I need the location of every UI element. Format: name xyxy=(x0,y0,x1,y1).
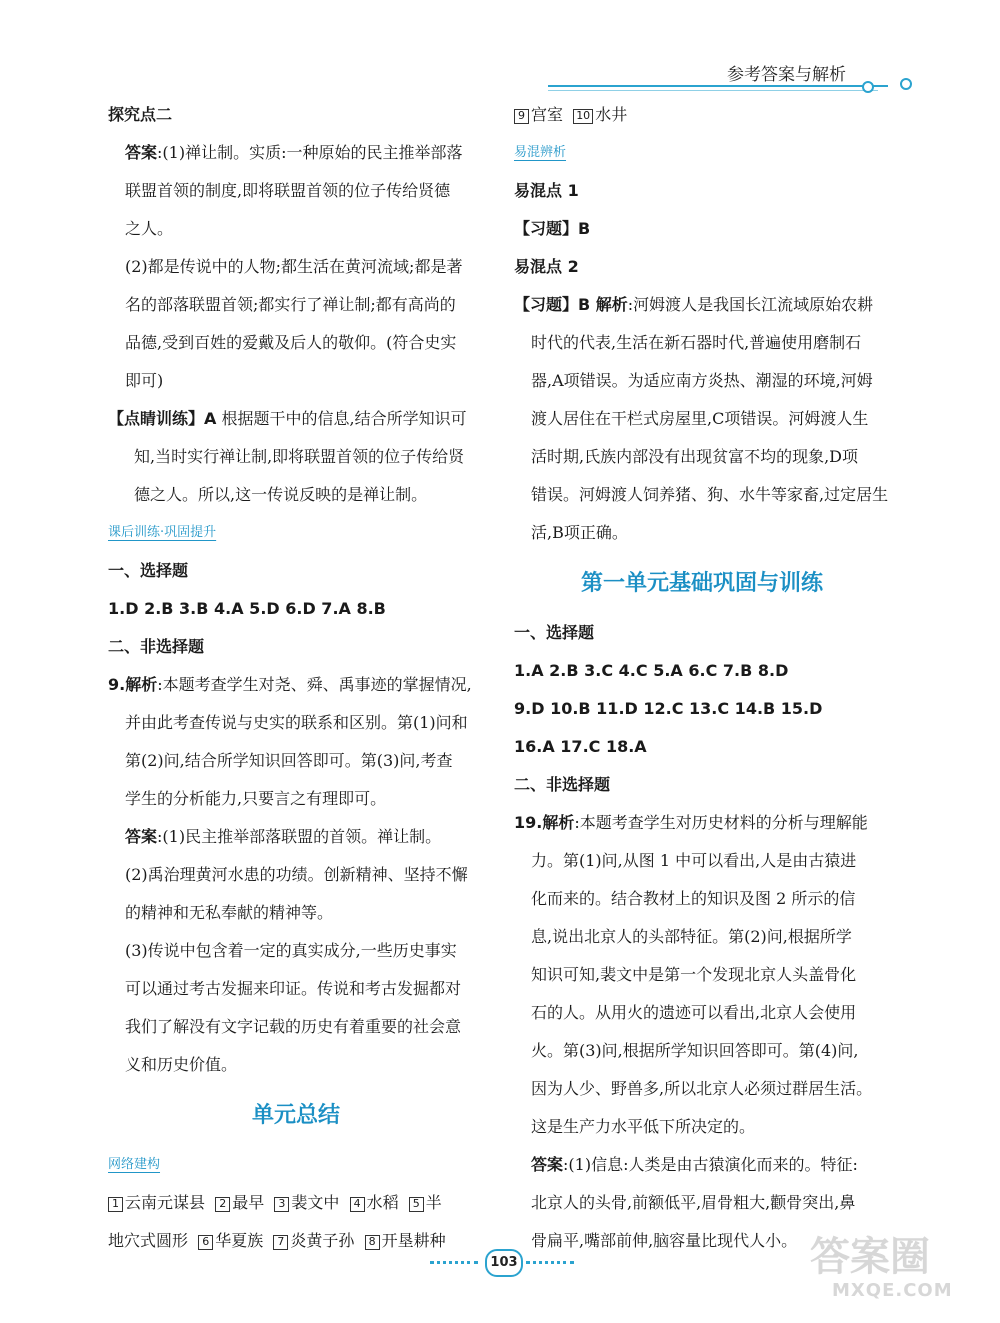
section-tag: 易混辨析 xyxy=(514,145,567,160)
paragraph-line: 息,说出北京人的头部特征。第(2)问,根据所学 xyxy=(531,927,852,946)
network-item xyxy=(215,1193,264,1212)
paragraph-line: 活时期,氏族内部没有出现贫富不均的现象,D项 xyxy=(531,447,859,466)
answer-row: 1.A 2.B 3.C 4.C 5.A 6.C 7.B 8.D xyxy=(514,661,789,680)
item-text: 宫室 xyxy=(531,105,564,124)
answer-label: 答案 xyxy=(125,827,158,846)
paragraph-line: 骨扁平,嘴部前伸,脑容量比现代人小。 xyxy=(531,1231,798,1250)
line-text: :本题考查学生对尧、舜、禹事迹的掌握情况, xyxy=(157,675,472,694)
paragraph-line: 并由此考查传说与史实的联系和区别。第(1)问和 xyxy=(125,713,468,732)
analysis-label: 19.解析 xyxy=(514,813,575,832)
section-heading: 一、选择题 xyxy=(108,561,189,580)
paragraph-line xyxy=(108,666,484,704)
answer-row: 1.D 2.B 3.B 4.A 5.D 6.D 7.A 8.B xyxy=(108,599,386,618)
line-text: :本题考查学生对历史材料的分析与理解能 xyxy=(574,813,868,832)
paragraph-line xyxy=(108,818,484,856)
paragraph-line: 义和历史价值。 xyxy=(125,1055,238,1074)
section-heading: 一、选择题 xyxy=(514,623,595,642)
line-text: :(1)信息:人类是由古猿演化而来的。特征: xyxy=(563,1155,858,1174)
network-item xyxy=(573,105,627,124)
exercise-label: 【习题】B xyxy=(514,295,591,314)
section-heading: 易混点 2 xyxy=(514,257,579,276)
unit-summary-title: 单元总结 xyxy=(251,1102,340,1128)
item-text: 开垦耕种 xyxy=(381,1231,446,1250)
network-row xyxy=(108,1184,484,1222)
paragraph-line: 错误。河姆渡人饲养猪、狗、水牛等家畜,过定居生 xyxy=(531,485,889,504)
line-text: 根据题干中的信息,结合所学知识可 xyxy=(216,409,467,428)
paragraph-line: 可以通过考古发掘来印证。传说和考古发掘都对 xyxy=(125,979,462,998)
line-text: :河姆渡人是我国长江流域原始农耕 xyxy=(627,295,874,314)
paragraph-line: (3)传说中包含着一定的真实成分,一些历史事实 xyxy=(125,941,457,960)
paragraph-line xyxy=(514,1146,890,1184)
paragraph-line: 火。第(3)问,根据所学知识回答即可。第(4)问, xyxy=(531,1041,859,1060)
item-text: 半 xyxy=(425,1193,442,1212)
paragraph-line: 联盟首领的制度,即将联盟首领的位子传给贤德 xyxy=(125,181,451,200)
item-number: 9 xyxy=(514,109,529,124)
analysis-label: 解析 xyxy=(590,295,628,314)
item-text: 云南元谋县 xyxy=(125,1193,206,1212)
network-item xyxy=(409,1193,442,1212)
watermark-site: MXQE.COM xyxy=(832,1280,953,1301)
paragraph-line: (2)都是传说中的人物;都生活在黄河流域;都是著 xyxy=(125,257,463,276)
item-text: 最早 xyxy=(232,1193,265,1212)
paragraph-line xyxy=(514,804,890,842)
item-text: 华夏族 xyxy=(215,1231,264,1250)
network-item xyxy=(108,1193,205,1212)
item-number: 8 xyxy=(365,1235,380,1250)
paragraph-line: 学生的分析能力,只要言之有理即可。 xyxy=(125,789,387,808)
header-title: 参考答案与解析 xyxy=(727,65,846,85)
paragraph-line: 渡人居住在干栏式房屋里,C项错误。河姆渡人生 xyxy=(531,409,869,428)
paragraph-line: 石的人。从用火的遗迹可以看出,北京人会使用 xyxy=(531,1003,857,1022)
section-tag: 课后训练·巩固提升 xyxy=(108,525,217,540)
paragraph-line: 活,B项正确。 xyxy=(531,523,628,542)
paragraph-line: 知识可知,裴文中是第一个发现北京人头盖骨化 xyxy=(531,965,857,984)
page-footer xyxy=(430,1247,580,1277)
left-column xyxy=(108,96,484,1260)
paragraph-line: 第(2)问,结合所学知识回答即可。第(3)问,考查 xyxy=(125,751,453,770)
paragraph-line: 化而来的。结合教材上的知识及图 2 所示的信 xyxy=(531,889,856,908)
footer-dots xyxy=(526,1261,574,1264)
paragraph-line: 之人。 xyxy=(125,219,174,238)
paragraph-line: 北京人的头骨,前额低平,眉骨粗大,颧骨突出,鼻 xyxy=(531,1193,856,1212)
right-column xyxy=(514,96,890,1260)
network-item xyxy=(274,1193,339,1212)
network-row xyxy=(514,96,890,134)
line-text: :(1)禅让制。实质:一种原始的民主推举部落 xyxy=(157,143,463,162)
section-heading: 二、非选择题 xyxy=(108,637,205,656)
footer-dots xyxy=(430,1261,478,1264)
item-text: 水稻 xyxy=(366,1193,399,1212)
paragraph-line: 知,当时实行禅让制,即将联盟首领的位子传给贤 xyxy=(134,447,465,466)
section-heading: 探究点二 xyxy=(108,105,173,124)
item-number: 4 xyxy=(350,1197,365,1212)
answer-label: 答案 xyxy=(531,1155,564,1174)
paragraph-line: 这是生产力水平低下所决定的。 xyxy=(531,1117,756,1136)
paragraph-line xyxy=(108,400,484,438)
paragraph-line xyxy=(514,286,890,324)
item-number: 2 xyxy=(215,1197,230,1212)
exercise-label: 【点睛训练】A xyxy=(108,409,217,428)
item-text: 水井 xyxy=(595,105,628,124)
item-number: 6 xyxy=(198,1235,213,1250)
paragraph-line: 名的部落联盟首领;都实行了禅让制;都有高尚的 xyxy=(125,295,456,314)
paragraph-line: 我们了解没有文字记载的历史有着重要的社会意 xyxy=(125,1017,462,1036)
item-number: 10 xyxy=(573,109,593,124)
item-number: 5 xyxy=(409,1197,424,1212)
unit-title: 第一单元基础巩固与训练 xyxy=(580,570,823,596)
watermark-logo: 答案圈 xyxy=(810,1234,930,1280)
answer-row: 9.D 10.B 11.D 12.C 13.C 14.B 15.D xyxy=(514,699,823,718)
line-text: :(1)民主推举部落联盟的首领。禅让制。 xyxy=(157,827,442,846)
item-number: 1 xyxy=(108,1197,123,1212)
paragraph-line: 的精神和无私奉献的精神等。 xyxy=(125,903,334,922)
header-dot-icon xyxy=(862,81,874,93)
network-item xyxy=(350,1193,399,1212)
paragraph-line: 品德,受到百姓的爱戴及后人的敬仰。(符合史实 xyxy=(125,333,457,352)
section-heading: 易混点 1 xyxy=(514,181,579,200)
paragraph-line: (2)禹治理黄河水患的功绩。创新精神、坚持不懈 xyxy=(125,865,468,884)
network-item xyxy=(273,1231,354,1250)
answer-row: 16.A 17.C 18.A xyxy=(514,737,647,756)
analysis-label: 9.解析 xyxy=(108,675,158,694)
paragraph-line: 器,A项错误。为适应南方炎热、潮湿的环境,河姆 xyxy=(531,371,873,390)
paragraph-line: 时代的代表,生活在新石器时代,普遍使用磨制石 xyxy=(531,333,862,352)
item-text: 裴文中 xyxy=(291,1193,340,1212)
network-row xyxy=(108,1222,484,1260)
section-heading: 二、非选择题 xyxy=(514,775,611,794)
exercise-label: 【习题】B xyxy=(514,219,591,238)
item-text: 炎黄子孙 xyxy=(290,1231,355,1250)
network-item xyxy=(514,105,563,124)
section-tag: 网络建构 xyxy=(108,1157,161,1172)
item-number: 3 xyxy=(274,1197,289,1212)
header-rule xyxy=(548,85,888,87)
header-dot-icon xyxy=(900,78,912,90)
answer-label: 答案 xyxy=(125,143,158,162)
item-number: 7 xyxy=(273,1235,288,1250)
network-item xyxy=(198,1231,263,1250)
paragraph-line: 力。第(1)问,从图 1 中可以看出,人是由古猿进 xyxy=(531,851,857,870)
item-text: 地穴式圆形 xyxy=(108,1231,189,1250)
header-rule-thin xyxy=(548,90,878,91)
paragraph-line: 因为人少、野兽多,所以北京人必须过群居生活。 xyxy=(531,1079,873,1098)
paragraph-line: 即可) xyxy=(125,371,164,390)
paragraph-line: 德之人。所以,这一传说反映的是禅让制。 xyxy=(134,485,428,504)
paragraph-line xyxy=(108,134,484,172)
page-number: 103 xyxy=(485,1249,523,1277)
